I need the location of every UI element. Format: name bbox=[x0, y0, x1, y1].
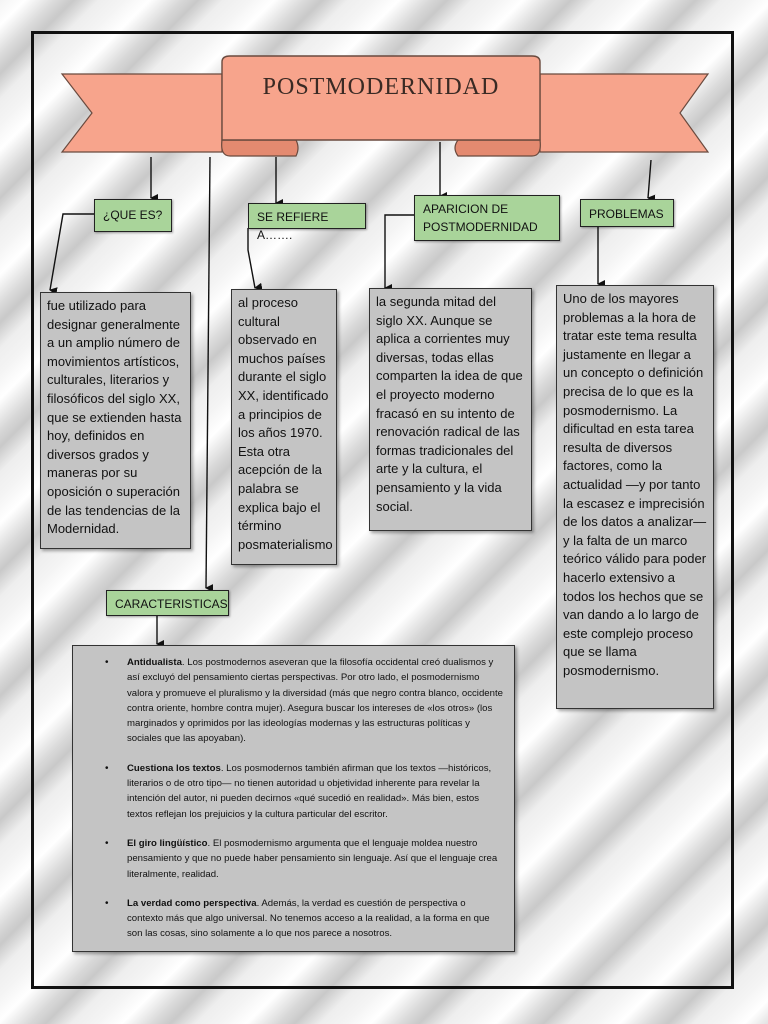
feature-heading: Antidualista bbox=[127, 657, 182, 668]
feature-item bbox=[85, 896, 504, 942]
feature-item bbox=[85, 655, 504, 747]
feature-text: . Los postmodernos aseveran que la filosofía occidental creó dualismos y así excluyó del pensamiento ciertas perspectivas. Por otro lado, el posmodernismo valora y promueve el pluralismo y la diversidad (más que negro contra blanco, occidente contra oriente, hombre contra mujer). Asegura buscar los intereses de «los otros» (los marginados y oprimidos por las ideologías modernas y las estructuras políticas y sociales que las apoyaban). bbox=[127, 657, 503, 745]
feature-text: . Los posmodernos también afirman que los textos —históricos, literarios o de otro tipo— no tienen autoridad u objetividad inherente para revelar la intención del autor, ni pueden decirnos «qué sucedió en realidad». Más bien, estos textos reflejan los prejuicios y la cultura particular del escritor. bbox=[127, 762, 492, 820]
feature-text: . El posmodernismo argumenta que el lenguaje moldea nuestro pensamiento y que no puede haber pensamiento sin lenguaje. Así que el lenguaje crea literalmente, realidad. bbox=[127, 837, 498, 880]
feature-item bbox=[85, 836, 504, 882]
feature-item bbox=[85, 761, 504, 822]
feature-heading: El giro lingüístico bbox=[127, 837, 208, 849]
feature-heading: La verdad como perspectiva bbox=[127, 897, 257, 909]
bullet-icon: • bbox=[105, 837, 109, 849]
feature-heading: Cuestiona los textos bbox=[127, 762, 221, 774]
label-aparicion: APARICION DE POSTMODERNIDAD bbox=[414, 195, 560, 241]
text-aparicion: la segunda mitad del siglo XX. Aunque se aplica a corrientes muy diversas, todas ellas comparten la idea de que el proyecto moderno fracasó en su intento de renovación radical de las formas tradicionales del arte y la cultura, el pensamiento y la vida social. bbox=[369, 288, 532, 531]
feature-text: . Además, la verdad es cuestión de perspectiva o contexto más que algo universal. No tenemos acceso a la realidad, a la forma en que son las cosas, sino solamente a lo que nos parece a nosotros. bbox=[127, 897, 490, 940]
label-caracteristicas: CARACTERISTICAS bbox=[106, 590, 229, 616]
page-title: POSTMODERNIDAD bbox=[262, 74, 500, 100]
text-problemas: Uno de los mayores problemas a la hora de tratar este tema resulta justamente en llegar a un concepto o definición precisa de lo que es la posmodernismo. La dificultad en esta tarea resulta de diversos factores, como la actualidad —y por tanto la escasez e imprecisión de los datos a analizar— y la falta de un marco teórico válido para poder hacerlo extensivo a todos los hechos que se van dando a lo largo de este complejo proceso que se llama posmodernismo. bbox=[556, 285, 714, 709]
bullet-icon: • bbox=[105, 762, 109, 774]
label-se-refiere: SE REFIERE A……. bbox=[248, 203, 366, 229]
label-que-es: ¿QUE ES? bbox=[94, 199, 172, 232]
caracteristicas-box bbox=[72, 645, 515, 952]
bullet-icon: • bbox=[105, 657, 109, 668]
bullet-icon: • bbox=[105, 897, 109, 909]
label-problemas: PROBLEMAS bbox=[580, 199, 674, 227]
text-que-es: fue utilizado para designar generalmente a un amplio número de movimientos artísticos, culturales, literarios y filosóficos del siglo XX, que se extienden hasta hoy, definidos en diversos grados y maneras por su oposición o superación de las tendencias de la Modernidad. bbox=[40, 292, 191, 549]
text-se-refiere: al proceso cultural observado en muchos países durante el siglo XX, identificado a principios de los años 1970. Esta otra acepción de la palabra se explica bajo el término posmaterialismo bbox=[231, 289, 337, 565]
